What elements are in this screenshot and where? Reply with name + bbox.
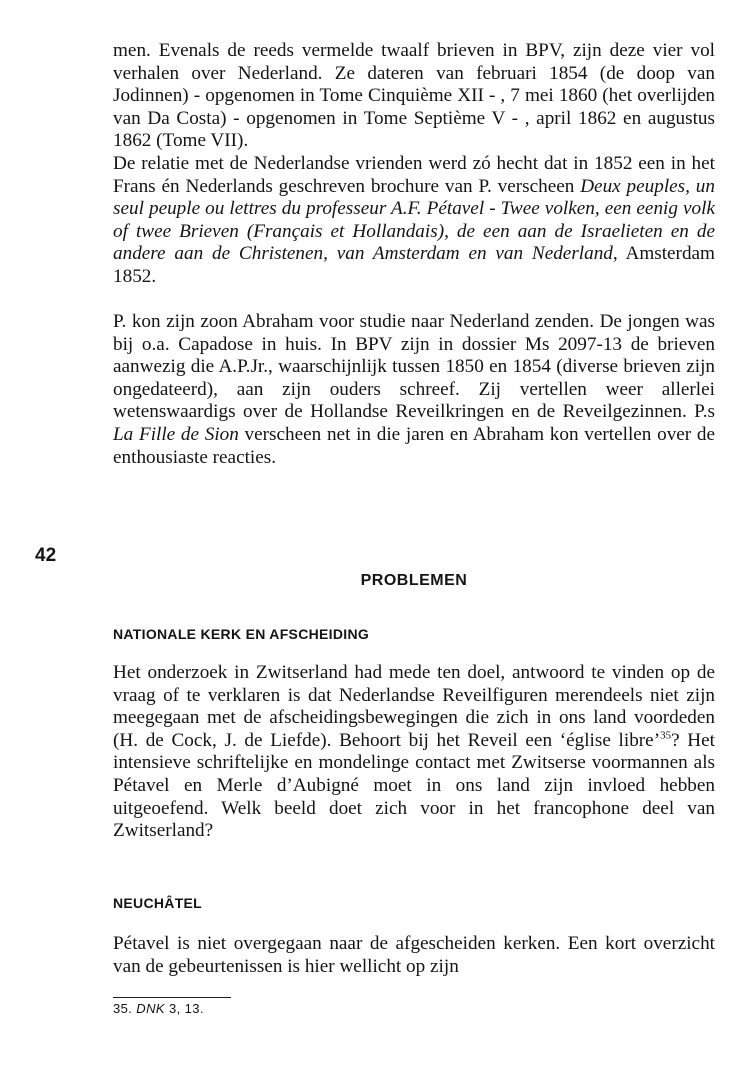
paragraph-letters: men. Evenals de reeds vermelde twaalf brieven in BPV, zijn deze vier vol verhalen over Nederland. Ze dateren van februari 1854 (de doop van Jodinnen) - opgenomen in Tome Cinquième XII - , 7 mei 1860 (het overlijden van Da Costa) - opgenomen in Tome Septième V - , april 1862 en augustus 1862 (Tome VII). — [113, 40, 715, 152]
petavel-text: Pétavel is niet overgegaan naar de afgescheiden kerken. Een kort overzicht van de gebeurtenissen is hier wellicht op zijn — [113, 933, 715, 977]
footnote-number: 35. — [113, 1001, 133, 1016]
footnote-reference: 35 — [660, 729, 672, 742]
abraham-tail: verscheen net in die jaren en Abraham kon vertellen over de enthousiaste reacties. — [113, 423, 716, 468]
fille-de-sion-title: La Fille de Sion — [113, 423, 239, 445]
paragraph-onderzoek — [113, 662, 715, 843]
paragraph-brochure — [113, 153, 715, 289]
brochure-tail: , Amsterdam 1852. — [113, 243, 715, 287]
page-number: 42 — [35, 545, 57, 566]
subheading-nationale-kerk: NATIONALE KERK EN AFSCHEIDING — [113, 626, 370, 642]
brochure-lead: De relatie met de Nederlandse vrienden werd zó hecht dat in 1852 een in het Frans én Nederlands geschreven brochure van P. verscheen — [113, 153, 715, 197]
paragraph-petavel — [113, 933, 715, 978]
paragraph-intro — [113, 40, 715, 153]
onderzoek-lead: Het onderzoek in Zwitserland had mede ten doel, antwoord te vinden op de vraag of te verklaren is dat Nederlandse Reveilfiguren merendeels niet zijn meegegaan met de afscheidingsbewegingen die zich in ons land voordeden (H. de Cock, J. de Liefde). Behoort bij het Reveil een ‘église libre’ — [113, 662, 715, 751]
footnote-rule — [113, 997, 231, 998]
paragraph-abraham — [113, 311, 715, 469]
footnote-ref-rest: 3, 13. — [168, 1001, 204, 1016]
footnote-ref-italic: DNK — [136, 1001, 165, 1016]
brochure-title: Deux peuples, un seul peuple ou lettres du professeur A.F. Pétavel - Twee volken, een eenig volk of twee Brieven (Français et Hollandais), de een aan de Israelieten en de andere aan de Christenen, van Amsterdam en van Nederland — [113, 175, 715, 265]
abraham-lead: P. kon zijn zoon Abraham voor studie naar Nederland zenden. De jongen was bij o.a. Capadose in huis. In BPV zijn in dossier Ms 2097-13 de brieven aanwezig die A.P.Jr., waarschijnlijk tussen 1850 en 1854 (diverse brieven zijn ongedateerd), aan zijn ouders schreef. Zij vertellen weer allerlei wetenswaardigs over de Hollandse Reveilkringen en de Reveilgezinnen. P.s — [113, 311, 715, 423]
onderzoek-tail: ? Het intensieve schriftelijke en mondelinge contact met Zwitserse voormannen als Pétavel en Merle d’Aubigné moet in ons land zijn invloed hebben uitgeoefend. Welk beeld doet zich voor in het francophone deel van Zwitserland? — [113, 729, 715, 842]
subheading-neuchatel: NEUCHÂTEL — [113, 895, 203, 911]
footnote — [113, 1001, 204, 1016]
section-heading: PROBLEMEN — [360, 572, 468, 589]
